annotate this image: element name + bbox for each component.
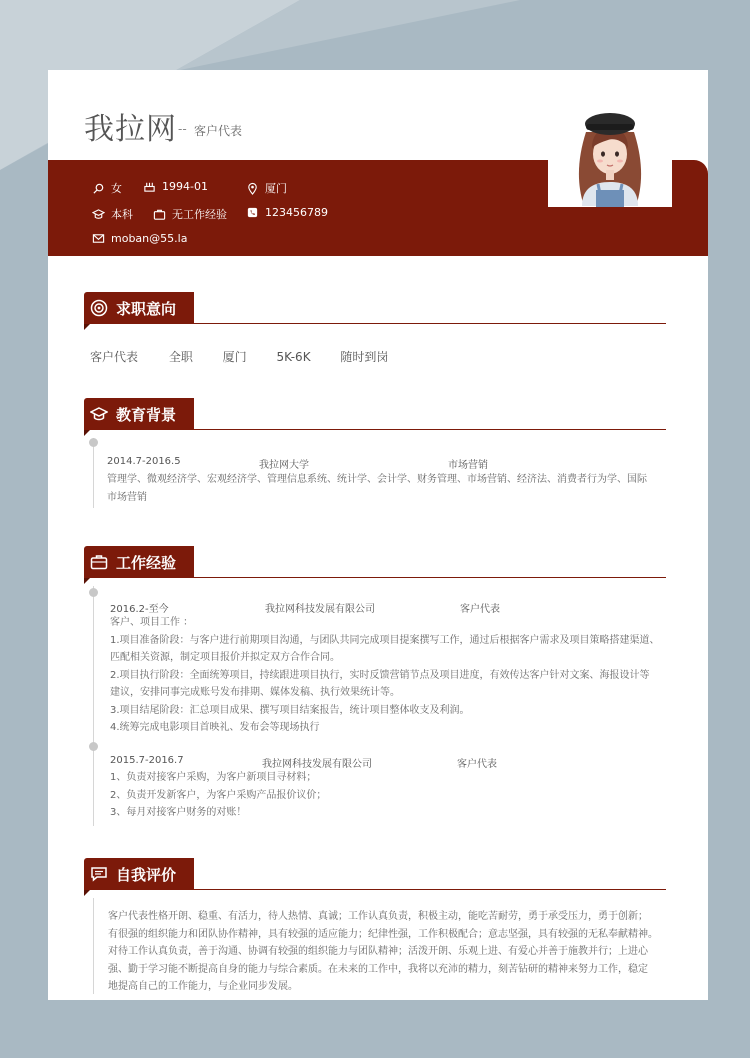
- work-description-line: 1、负责对接客户采购，为客户新项目寻材料；: [110, 772, 317, 783]
- chat-bubble-icon: [90, 865, 108, 883]
- section-education-title: 教育背景: [116, 405, 177, 424]
- degree-value: 本科: [111, 208, 133, 221]
- self-evaluation-line: 有很强的组织能力和团队协作精神，具有较强的适应能力；纪律性强，工作积极配合；意志坚强，具有较强的无私奉献精神。: [108, 928, 658, 940]
- section-work-tab: [84, 546, 194, 578]
- briefcase-icon: [90, 553, 108, 571]
- education-timeline-dot: [89, 438, 98, 447]
- work-description-line: 建议，安排同事完成账号发布排期、媒体发稿、执行效果统计等。: [110, 687, 400, 698]
- education-courses: [107, 471, 659, 506]
- work-title: 客户代表: [457, 759, 497, 770]
- self-timeline: [93, 898, 94, 994]
- intent-city: 厦门: [222, 350, 247, 364]
- experience-value: 无工作经验: [172, 208, 227, 221]
- work-description-line: 1.项目准备阶段：与客户进行前期项目沟通，与团队共同完成项目提案撰写工作，通过后根据客户需求及项目策略搭建渠道、: [110, 634, 660, 646]
- self-evaluation-line: 地提高自己的工作能力，与企业同步发展。: [108, 981, 298, 992]
- section-self-notch: [84, 890, 90, 896]
- section-education-header: [84, 398, 666, 430]
- email-value: moban@55.la: [111, 232, 188, 245]
- section-self-rule: [194, 889, 666, 890]
- gender-value: 女: [111, 182, 122, 195]
- work-description-line: 匹配相关资源，制定项目报价并拟定双方合作合同。: [110, 652, 340, 663]
- section-work-notch: [84, 578, 90, 584]
- education-courses-line: 市场营销: [107, 491, 147, 503]
- work-timeline-dot: [89, 742, 98, 751]
- section-intent-title: 求职意向: [116, 299, 177, 318]
- work-description-line: 3、每月对接客户财务的对账！: [110, 807, 247, 818]
- intent-availability: 随时到岗: [340, 350, 389, 364]
- intent-position: 客户代表: [90, 350, 139, 364]
- education-school: 我拉网大学: [259, 460, 309, 471]
- work-title: 客户代表: [460, 604, 500, 615]
- city-value: 厦门: [265, 182, 287, 195]
- work-period: 2016.2-至今: [110, 604, 169, 615]
- section-self-title: 自我评价: [116, 865, 177, 884]
- location-pin-icon: [246, 182, 259, 195]
- work-company: 我拉网科技发展有限公司: [262, 759, 372, 770]
- section-intent-header: [84, 292, 666, 324]
- work-description-line: 客户、项目工作 ：: [110, 617, 194, 628]
- candidate-name: 我拉网: [84, 112, 177, 147]
- info-birth: [143, 180, 208, 193]
- avatar-illustration: [548, 102, 672, 207]
- intent-salary: 5K-6K: [276, 350, 311, 364]
- section-work-header: [84, 546, 666, 578]
- graduation-cap-icon: [90, 405, 108, 423]
- education-major: 市场营销: [448, 460, 488, 471]
- work-description-line: 4.统筹完成电影项目首映礼、发布会等现场执行: [110, 722, 320, 733]
- resume-page: [48, 70, 708, 1000]
- self-evaluation-line: 对待工作认真负责，善于沟通、协调有较强的组织能力与团队精神；活泼开朗、乐观上进、有爱心并善于施教并行；上进心: [108, 946, 648, 957]
- info-gender: [92, 180, 122, 196]
- mail-icon: [92, 232, 105, 245]
- profile-photo: [548, 102, 672, 207]
- section-intent-rule: [194, 323, 666, 324]
- intent-row: [90, 348, 388, 365]
- intent-type: 全职: [168, 350, 193, 364]
- education-courses-line: 管理学、微观经济学、宏观经济学、管理信息系统、统计学、会计学、财务管理、市场营销、经济法、消费者行为学、国际: [107, 474, 647, 485]
- work-company: 我拉网科技发展有限公司: [265, 604, 375, 615]
- work-description-line: 3.项目结尾阶段：汇总项目成果、撰写项目结案报告，统计项目整体收支及利润。: [110, 704, 470, 716]
- info-email: [92, 232, 187, 245]
- info-experience: [153, 206, 227, 222]
- work-timeline-dot: [89, 588, 98, 597]
- info-degree: [92, 206, 133, 222]
- education-timeline: [93, 438, 94, 508]
- phone-value: 123456789: [265, 206, 328, 219]
- target-icon: [90, 299, 108, 317]
- section-intent-tab: [84, 292, 194, 324]
- graduation-cap-icon: [92, 208, 105, 221]
- self-evaluation: [108, 908, 660, 996]
- section-work-title: 工作经验: [116, 553, 177, 572]
- section-work-rule: [194, 577, 666, 578]
- education-period: 2014.7-2016.5: [107, 456, 181, 467]
- section-education-notch: [84, 430, 90, 436]
- info-city: [246, 180, 287, 196]
- work-description: [110, 769, 662, 822]
- work-description-line: 2、负责开发新客户，为客户采购产品报价议价；: [110, 789, 327, 801]
- work-description: [110, 614, 662, 737]
- section-education-rule: [194, 429, 666, 430]
- briefcase-icon: [153, 208, 166, 221]
- section-self-tab: [84, 858, 194, 890]
- section-education-tab: [84, 398, 194, 430]
- title-separator: --: [178, 122, 187, 136]
- birth-value: 1994-01: [162, 180, 208, 193]
- section-self-header: [84, 858, 666, 890]
- cake-icon: [143, 180, 156, 193]
- work-period: 2015.7-2016.7: [110, 755, 184, 766]
- section-intent-notch: [84, 324, 90, 330]
- self-evaluation-line: 强、勤于学习能不断提高自身的能力与综合素质。在未来的工作中，我将以充沛的精力，刻苦钻研的精神来努力工作，稳定: [108, 963, 648, 975]
- info-phone: [246, 206, 328, 219]
- work-timeline: [93, 586, 94, 826]
- candidate-role: 客户代表: [194, 124, 243, 138]
- self-evaluation-line: 客户代表性格开朗、稳重、有活力，待人热情、真诚；工作认真负责，积极主动，能吃苦耐劳，勇于承受压力，勇于创新；: [108, 911, 648, 922]
- gender-icon: [92, 182, 105, 195]
- work-description-line: 2.项目执行阶段：全面统筹项目，持续跟进项目执行，实时反馈营销节点及项目进度，有效传达客户针对文案、海报设计等: [110, 669, 650, 681]
- phone-icon: [246, 206, 259, 219]
